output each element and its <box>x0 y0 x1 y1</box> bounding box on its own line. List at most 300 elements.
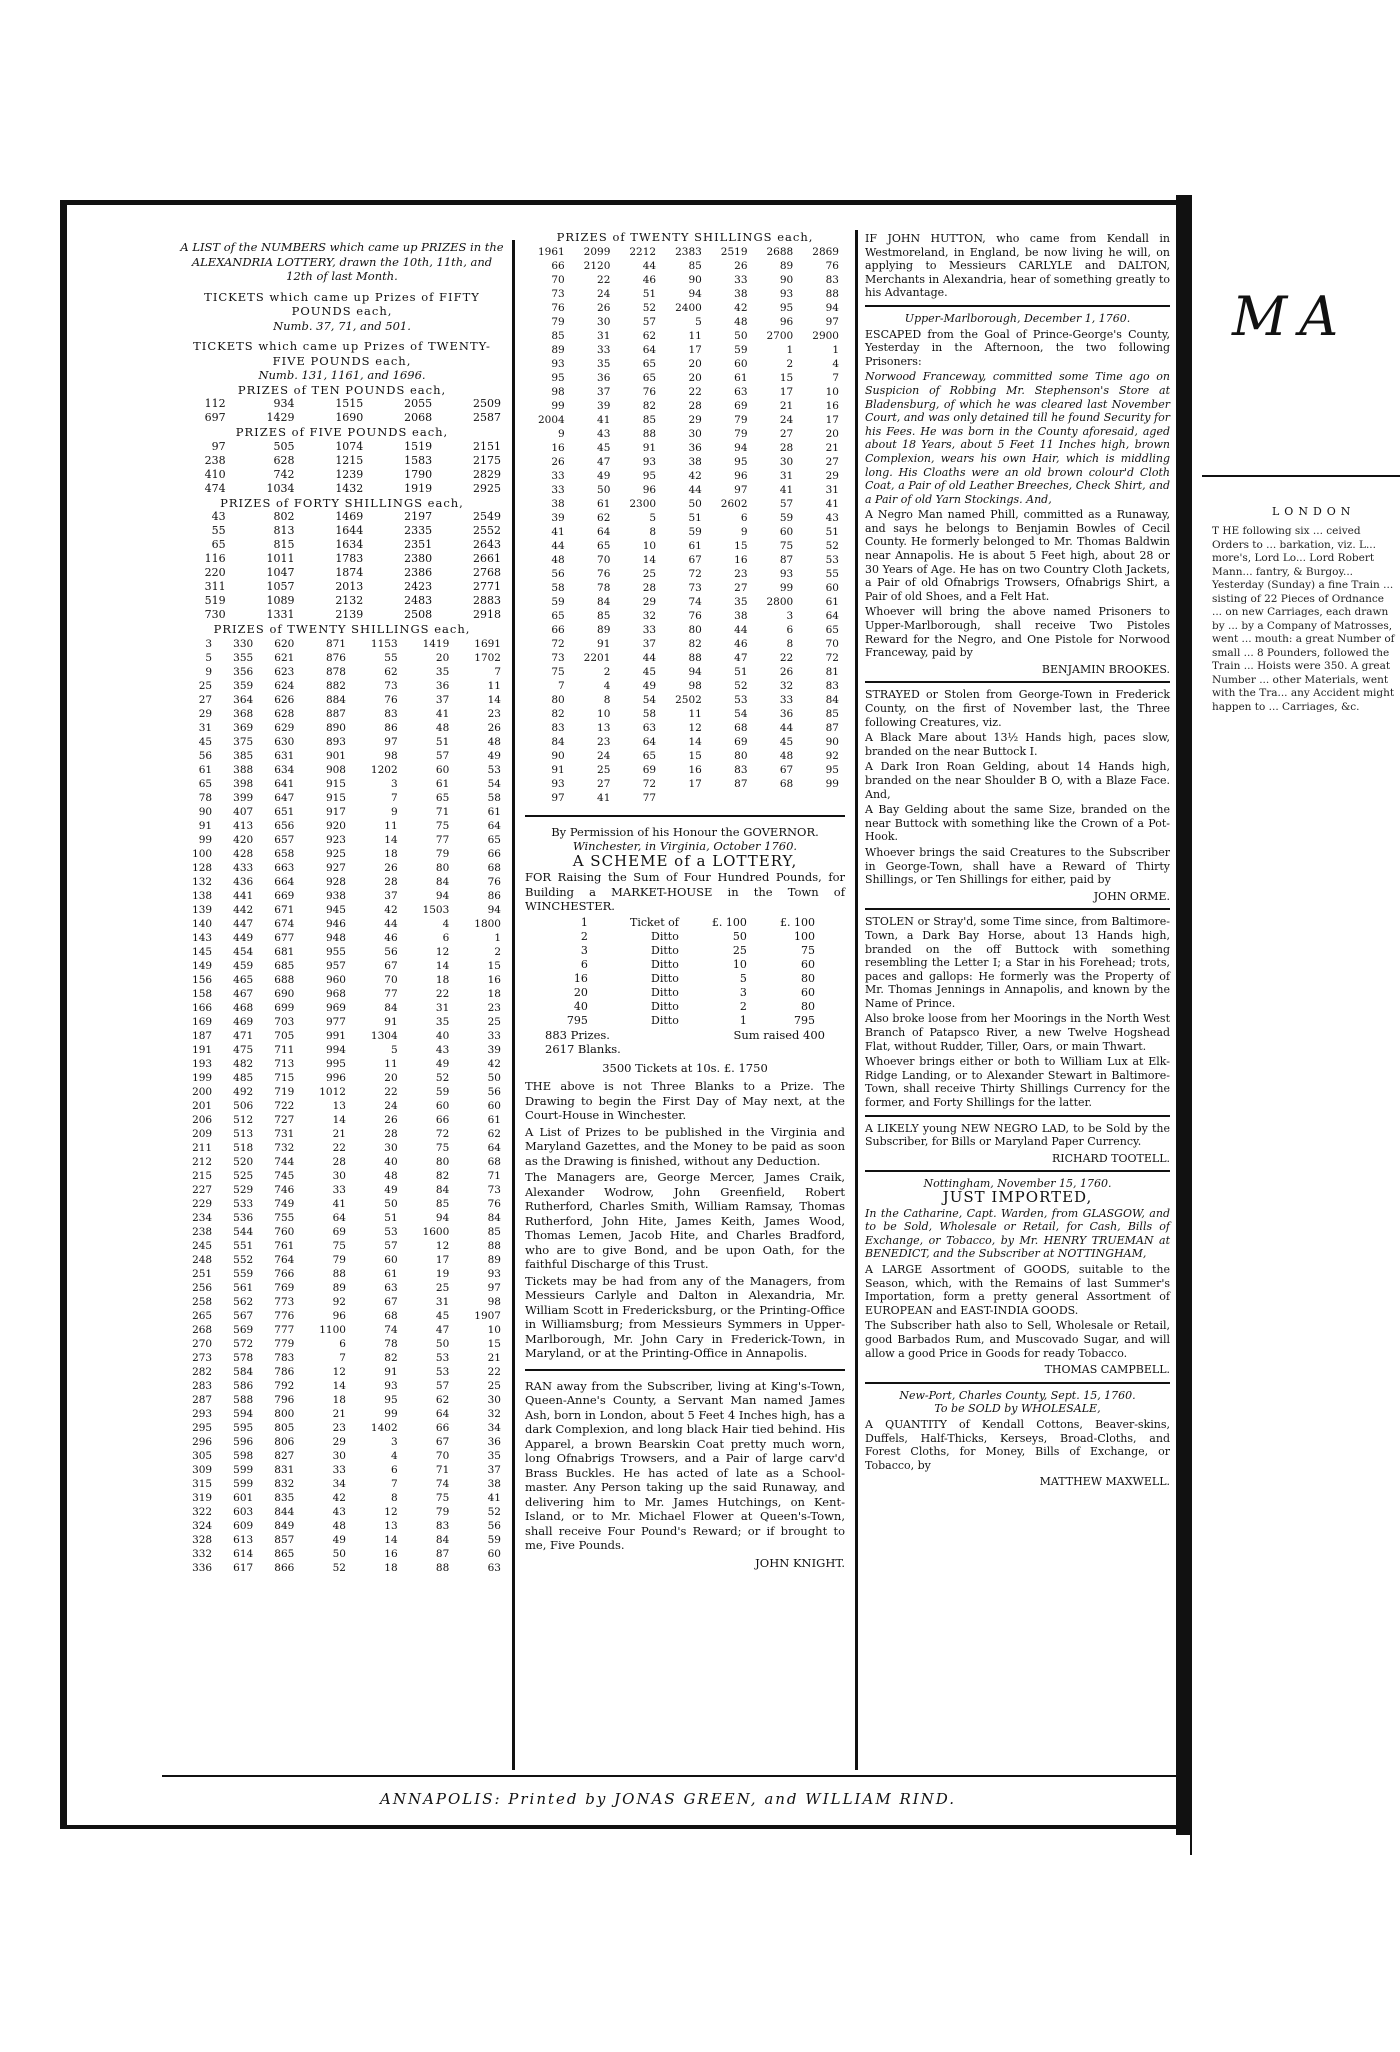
table-cell: 31 <box>779 469 794 482</box>
table-cell: 69 <box>734 399 748 412</box>
table-cell: 1429 <box>266 411 295 424</box>
table-cell: 34 <box>487 1421 501 1434</box>
table-row <box>525 665 845 679</box>
table-row <box>525 525 845 539</box>
table-cell: 72 <box>551 637 565 650</box>
table-cell: 887 <box>325 707 346 720</box>
table-cell: 83 <box>551 721 565 734</box>
table-cell: 14 <box>487 693 501 706</box>
table-cell: 80 <box>801 999 815 1013</box>
table-cell: 90 <box>551 749 565 762</box>
table-cell: 923 <box>325 833 346 846</box>
newport-dateline: New-Port, Charles County, Sept. 15, 1760. <box>899 1388 1136 1402</box>
table-cell <box>708 791 754 805</box>
table-cell: 994 <box>325 1043 346 1056</box>
table-cell: 878 <box>325 665 346 678</box>
table-cell: 83 <box>734 763 748 776</box>
table-cell: 73 <box>551 651 565 664</box>
table-cell: 45 <box>198 735 213 748</box>
table-cell: 85 <box>825 707 839 720</box>
table-cell: 38 <box>734 287 748 300</box>
five-pounds-heading: PRIZES of FIVE POUNDS each, <box>235 425 449 439</box>
table-cell: 49 <box>435 1057 450 1070</box>
table-cell: 238 <box>204 453 226 467</box>
table-cell: 53 <box>435 1365 450 1378</box>
table-cell: 16 <box>688 763 702 776</box>
table-cell: 29 <box>688 413 702 426</box>
table-cell: 76 <box>487 1197 501 1210</box>
table-cell: 11 <box>688 329 702 342</box>
table-cell: 2688 <box>766 245 794 258</box>
table-cell: 27 <box>198 693 213 706</box>
table-row <box>177 833 507 847</box>
table-cell: 1012 <box>319 1085 346 1098</box>
table-cell: 20 <box>384 1071 398 1084</box>
table-row <box>177 1155 507 1169</box>
table-cell: 722 <box>274 1099 295 1112</box>
table-cell: 48 <box>384 1169 398 1182</box>
table-cell: 76 <box>384 693 398 706</box>
table-row <box>177 917 507 931</box>
table-row <box>177 1029 507 1043</box>
table-row <box>525 791 845 805</box>
table-cell: 69 <box>642 763 657 776</box>
table-cell: 2 <box>603 665 611 678</box>
table-cell: 88 <box>487 1239 501 1252</box>
table-cell: 368 <box>233 707 254 720</box>
table-cell: 569 <box>233 1323 254 1336</box>
table-cell: 651 <box>274 805 295 818</box>
table-cell: 72 <box>435 1127 450 1140</box>
table-cell: 955 <box>325 945 346 958</box>
table-row <box>177 1561 507 1575</box>
column-advertisements <box>865 230 1170 1492</box>
table-cell: 17 <box>688 343 702 356</box>
table-cell: 796 <box>274 1393 295 1406</box>
table-cell: 727 <box>274 1113 295 1126</box>
printer-imprint: ANNAPOLIS: Printed by JONAS GREEN, and WILLIAM RIND. <box>380 1790 957 1808</box>
table-cell: 2139 <box>335 608 364 621</box>
table-cell: 28 <box>384 875 398 888</box>
table-cell: Ditto <box>651 985 679 999</box>
table-cell: 621 <box>274 651 295 664</box>
table-cell: 586 <box>233 1379 254 1392</box>
table-cell: 88 <box>332 1267 346 1280</box>
table-cell: 465 <box>233 973 254 986</box>
table-cell: 85 <box>551 329 565 342</box>
table-cell: 116 <box>204 552 226 565</box>
table-cell: 9 <box>558 427 565 440</box>
table-cell: 1202 <box>370 763 398 776</box>
table-cell: 544 <box>233 1225 254 1238</box>
table-cell: 20 <box>435 651 450 664</box>
table-cell: 23 <box>734 567 748 580</box>
table-row <box>177 1547 507 1561</box>
scheme-paragraph-2: A List of Prizes to be published in the Virginia and Maryland Gazettes, and the Money to be paid as soon as the Drawing is finished, without any Deduction. <box>525 1124 845 1168</box>
table-cell: 1034 <box>266 481 295 495</box>
table-cell: 30 <box>384 1141 398 1154</box>
table-cell: 1402 <box>370 1421 398 1434</box>
table-cell: 72 <box>688 567 702 580</box>
table-cell: 18 <box>435 973 450 986</box>
table-cell: 12 <box>688 721 702 734</box>
table-cell: 33 <box>597 343 611 356</box>
table-cell: 742 <box>273 467 295 481</box>
table-row <box>177 1141 507 1155</box>
table-cell: 40 <box>384 1155 398 1168</box>
table-cell: 598 <box>233 1449 254 1462</box>
table-cell: 58 <box>642 707 657 720</box>
table-cell: 2 <box>580 929 588 943</box>
table-cell: 60 <box>801 985 815 999</box>
table-row <box>177 987 507 1001</box>
table-cell: 97 <box>384 735 398 748</box>
table-cell: 2055 <box>404 397 433 410</box>
table-cell: 63 <box>487 1561 501 1574</box>
table-cell: 92 <box>825 749 839 762</box>
table-row <box>525 707 845 721</box>
table-cell: 98 <box>384 749 398 762</box>
table-cell: 42 <box>384 903 398 916</box>
table-cell: 525 <box>233 1169 254 1182</box>
table-row <box>525 749 845 763</box>
table-cell: 22 <box>435 987 450 1000</box>
table-row <box>525 735 845 749</box>
table-cell: 35 <box>435 1015 450 1028</box>
table-row <box>525 385 845 399</box>
table-cell: 26 <box>384 1113 398 1126</box>
table-cell: 5 <box>205 651 213 664</box>
table-row <box>525 273 845 287</box>
table-cell: 72 <box>825 651 839 664</box>
table-cell: 64 <box>332 1211 346 1224</box>
table-cell: 72 <box>642 777 657 790</box>
table-cell: 663 <box>274 861 295 874</box>
table-row <box>177 1477 507 1491</box>
table-cell: 8 <box>649 525 657 538</box>
table-cell: 88 <box>688 651 702 664</box>
scheme-paragraph-1: THE above is not Three Blanks to a Prize. The Drawing to begin the First Day of May next, at the Court-House in Winchester. <box>525 1079 845 1122</box>
table-cell: 29 <box>198 707 213 720</box>
table-cell: 42 <box>688 469 702 482</box>
table-cell: 56 <box>487 1519 501 1532</box>
table-cell: 75 <box>332 1239 346 1252</box>
table-row <box>525 763 845 777</box>
table-cell: 64 <box>597 525 611 538</box>
table-cell: 75 <box>435 819 450 832</box>
table-cell: 995 <box>325 1057 346 1070</box>
table-row <box>549 930 821 944</box>
table-cell: 50 <box>435 1337 450 1350</box>
table-cell: 48 <box>734 315 748 328</box>
table-cell: 61 <box>688 539 702 552</box>
table-cell: 2400 <box>675 301 702 314</box>
table-cell: 60 <box>734 357 748 370</box>
table-cell: 75 <box>779 539 794 552</box>
table-cell: 99 <box>198 833 213 846</box>
table-cell: 42 <box>332 1491 346 1504</box>
strayed-gelding-2: A Bay Gelding about the same Size, branded on the near Buttock with something like the Crown of a Pot-Hook. <box>865 803 1170 844</box>
table-row <box>177 875 507 889</box>
table-cell: 30 <box>597 315 611 328</box>
table-cell: 26 <box>551 455 565 468</box>
table-cell: 38 <box>551 497 565 510</box>
table-cell: 45 <box>642 665 657 678</box>
table-cell: 84 <box>597 595 611 608</box>
table-row <box>525 427 845 441</box>
column-rule-1 <box>512 240 515 1770</box>
table-cell: 1907 <box>474 1309 501 1322</box>
table-cell: 1074 <box>335 439 364 453</box>
table-cell: 80 <box>734 749 748 762</box>
table-cell: 928 <box>325 875 346 888</box>
table-cell: 18 <box>384 1561 398 1574</box>
table-cell: 96 <box>332 1309 346 1322</box>
table-cell: 14 <box>435 959 450 972</box>
table-cell: 428 <box>233 847 254 860</box>
table-cell: 815 <box>273 538 295 551</box>
table-cell: 59 <box>688 525 702 538</box>
table-cell: 2549 <box>473 510 501 523</box>
table-cell: 332 <box>192 1547 213 1560</box>
table-cell: 55 <box>825 567 839 580</box>
table-cell: 37 <box>435 693 450 706</box>
table-row <box>549 916 821 930</box>
table-cell: 688 <box>274 973 295 986</box>
table-cell: 77 <box>435 833 450 846</box>
table-cell: 96 <box>779 315 794 328</box>
table-cell: 54 <box>734 707 748 720</box>
table-row <box>525 245 845 259</box>
table-cell: 1 <box>832 343 839 356</box>
table-cell: 75 <box>551 665 565 678</box>
table-row <box>177 1421 507 1435</box>
table-cell: 92 <box>332 1295 346 1308</box>
table-cell: 2151 <box>473 439 501 453</box>
table-cell: 55 <box>211 524 226 537</box>
footer-rule <box>162 1775 1182 1777</box>
table-row <box>177 1267 507 1281</box>
escaped-dateline: Upper-Marlborough, December 1, 1760. <box>904 311 1131 325</box>
table-cell: 1600 <box>422 1225 450 1238</box>
table-row <box>177 1295 507 1309</box>
table-cell: 715 <box>274 1071 295 1084</box>
table-cell: 193 <box>192 1057 213 1070</box>
table-cell: 15 <box>688 749 702 762</box>
table-cell: 29 <box>332 1435 346 1448</box>
table-cell: 35 <box>487 1449 501 1462</box>
table-cell: 99 <box>551 399 565 412</box>
table-cell: 512 <box>233 1113 254 1126</box>
table-row <box>177 440 507 454</box>
table-cell: 26 <box>779 665 794 678</box>
table-cell: 51 <box>384 1211 398 1224</box>
table-cell: 7 <box>339 1351 346 1364</box>
table-cell: 5 <box>695 315 702 328</box>
table-cell: 51 <box>825 525 839 538</box>
table-cell: 251 <box>192 1267 213 1280</box>
table-row <box>177 749 507 763</box>
newport-heading: To be SOLD by WHOLESALE, <box>934 1402 1101 1416</box>
table-cell: 14 <box>642 553 657 566</box>
table-cell: 1503 <box>422 903 450 916</box>
table-cell: 99 <box>825 777 839 790</box>
strayed-signature: JOHN ORME. <box>1093 889 1170 903</box>
table-cell: 82 <box>384 1351 398 1364</box>
table-cell: 10 <box>732 957 747 971</box>
table-cell: 41 <box>435 707 450 720</box>
table-cell: 65 <box>551 609 565 622</box>
table-cell: 23 <box>487 1001 501 1014</box>
table-cell: 47 <box>734 651 748 664</box>
table-cell: 94 <box>734 441 748 454</box>
table-cell: 13 <box>332 1099 346 1112</box>
table-cell: 2502 <box>675 693 702 706</box>
table-cell: 55 <box>384 651 398 664</box>
column-prize-list <box>177 240 507 1575</box>
table-cell: 71 <box>435 1463 450 1476</box>
table-cell: 69 <box>734 735 748 748</box>
table-cell: 7 <box>558 679 565 692</box>
table-cell: 6 <box>580 957 588 971</box>
table-cell: 52 <box>332 1561 346 1574</box>
table-cell: 12 <box>435 1239 450 1252</box>
table-cell: 46 <box>642 273 657 286</box>
table-cell: 15 <box>487 1337 501 1350</box>
table-cell: 37 <box>642 637 657 650</box>
table-cell: 273 <box>192 1351 213 1364</box>
table-row <box>525 623 845 637</box>
table-cell: 140 <box>192 917 213 930</box>
table-cell: 15 <box>487 959 501 972</box>
table-cell: 63 <box>384 1281 398 1294</box>
runaway-notice: RAN away from the Subscriber, living at King's-Town, Queen-Anne's County, a Servant Man named James Ash, born in London, about 5 Feet 4 Inches high, has a dark Complexion, and long black Hair tied behind. His Apparel, a brown Bearskin Coat pretty much worn, long Ofnabrigs Trowsers, and a Pair of large carv'd Brass Buckles. He has acted of late as a School-master. Any Person taking up the said Runaway, and delivering him to Mr. James Hutchings, on Kent-Island, or to Mr. Michael Flower at Queen's-Town, shall receive Four Pound's Reward; or if brought to me, Five Pounds. <box>525 1378 845 1552</box>
table-cell: 51 <box>688 511 702 524</box>
table-row <box>525 483 845 497</box>
table-cell: 677 <box>274 931 295 944</box>
table-cell: 447 <box>233 917 254 930</box>
table-cell: 31 <box>435 1001 450 1014</box>
table-cell: 6 <box>339 1337 346 1350</box>
table-row <box>177 454 507 468</box>
table-cell: 76 <box>487 875 501 888</box>
table-cell: 15 <box>734 539 748 552</box>
table-cell: 1469 <box>335 510 364 523</box>
table-cell: 795 <box>794 1013 815 1027</box>
table-cell: 356 <box>233 665 254 678</box>
table-cell: 22 <box>384 1085 398 1098</box>
table-cell: Ditto <box>651 957 679 971</box>
table-row <box>177 791 507 805</box>
table-cell: 86 <box>384 721 398 734</box>
table-cell: 697 <box>204 411 226 424</box>
table-cell: 169 <box>192 1015 213 1028</box>
table-row <box>177 1211 507 1225</box>
table-cell: 28 <box>642 581 657 594</box>
table-cell: 2 <box>494 945 501 958</box>
table-cell: 6 <box>442 931 450 944</box>
table-cell: 60 <box>487 1099 501 1112</box>
table-cell: 21 <box>332 1407 346 1420</box>
table-cell: 1100 <box>319 1323 346 1336</box>
table-cell: 908 <box>325 763 346 776</box>
table-cell: £. 100 <box>711 915 747 929</box>
table-row <box>525 679 845 693</box>
table-cell: 211 <box>192 1141 213 1154</box>
table-cell: 433 <box>233 861 254 874</box>
table-cell: 79 <box>435 1505 450 1518</box>
table-cell: 47 <box>435 1323 450 1336</box>
table-cell: 755 <box>274 1211 295 1224</box>
table-row <box>177 594 507 608</box>
table-row <box>525 581 845 595</box>
table-cell: 53 <box>435 1351 450 1364</box>
table-cell: 65 <box>825 623 839 636</box>
table-cell: 917 <box>325 805 346 818</box>
forty-shillings-heading: PRIZES of FORTY SHILLINGS each, <box>220 495 464 510</box>
table-cell: 86 <box>487 889 501 902</box>
table-cell: 835 <box>274 1491 295 1504</box>
table-cell: 52 <box>734 679 748 692</box>
table-cell: 60 <box>779 525 794 538</box>
table-cell: 90 <box>825 735 839 748</box>
table-cell: 76 <box>688 609 702 622</box>
table-cell: 459 <box>233 959 254 972</box>
table-cell: 901 <box>325 749 346 762</box>
table-row <box>177 1099 507 1113</box>
table-cell: 234 <box>192 1211 213 1224</box>
table-cell: 769 <box>274 1281 295 1294</box>
table-cell: 29 <box>642 595 657 608</box>
twenty-shillings-table-continued <box>525 245 845 805</box>
table-row <box>525 371 845 385</box>
table-cell: 82 <box>551 707 565 720</box>
table-cell: 61 <box>384 1267 398 1280</box>
page-gutter-shadow <box>1176 195 1190 1835</box>
table-cell: 89 <box>551 343 565 356</box>
table-cell: 567 <box>233 1309 254 1322</box>
table-cell: 18 <box>487 987 501 1000</box>
table-row <box>525 287 845 301</box>
table-cell: 44 <box>384 917 398 930</box>
table-cell: 28 <box>332 1155 346 1168</box>
table-cell: 36 <box>487 1435 501 1448</box>
table-cell: 449 <box>233 931 254 944</box>
table-cell: 749 <box>274 1197 295 1210</box>
table-cell: 46 <box>734 637 748 650</box>
table-cell: 75 <box>801 943 815 957</box>
table-cell: 73 <box>551 287 565 300</box>
table-cell: 703 <box>274 1015 295 1028</box>
table-cell: 68 <box>384 1309 398 1322</box>
table-cell: 74 <box>384 1323 398 1336</box>
table-cell: 93 <box>779 567 794 580</box>
table-cell: 33 <box>332 1463 346 1476</box>
table-cell: 614 <box>233 1547 254 1560</box>
table-cell: 13 <box>384 1519 398 1532</box>
table-cell: 938 <box>325 889 346 902</box>
table-cell: 91 <box>551 763 565 776</box>
table-cell: 26 <box>487 721 501 734</box>
table-cell: 149 <box>192 959 213 972</box>
table-cell: 49 <box>642 679 657 692</box>
table-cell: 25 <box>597 763 611 776</box>
twenty-five-pounds-heading: TICKETS which came up Prizes of TWENTY-FIVE POUNDS each, <box>193 339 491 368</box>
table-cell: 95 <box>551 371 565 384</box>
table-cell: 282 <box>192 1365 213 1378</box>
table-row <box>525 357 845 371</box>
scheme-table <box>549 916 821 1028</box>
